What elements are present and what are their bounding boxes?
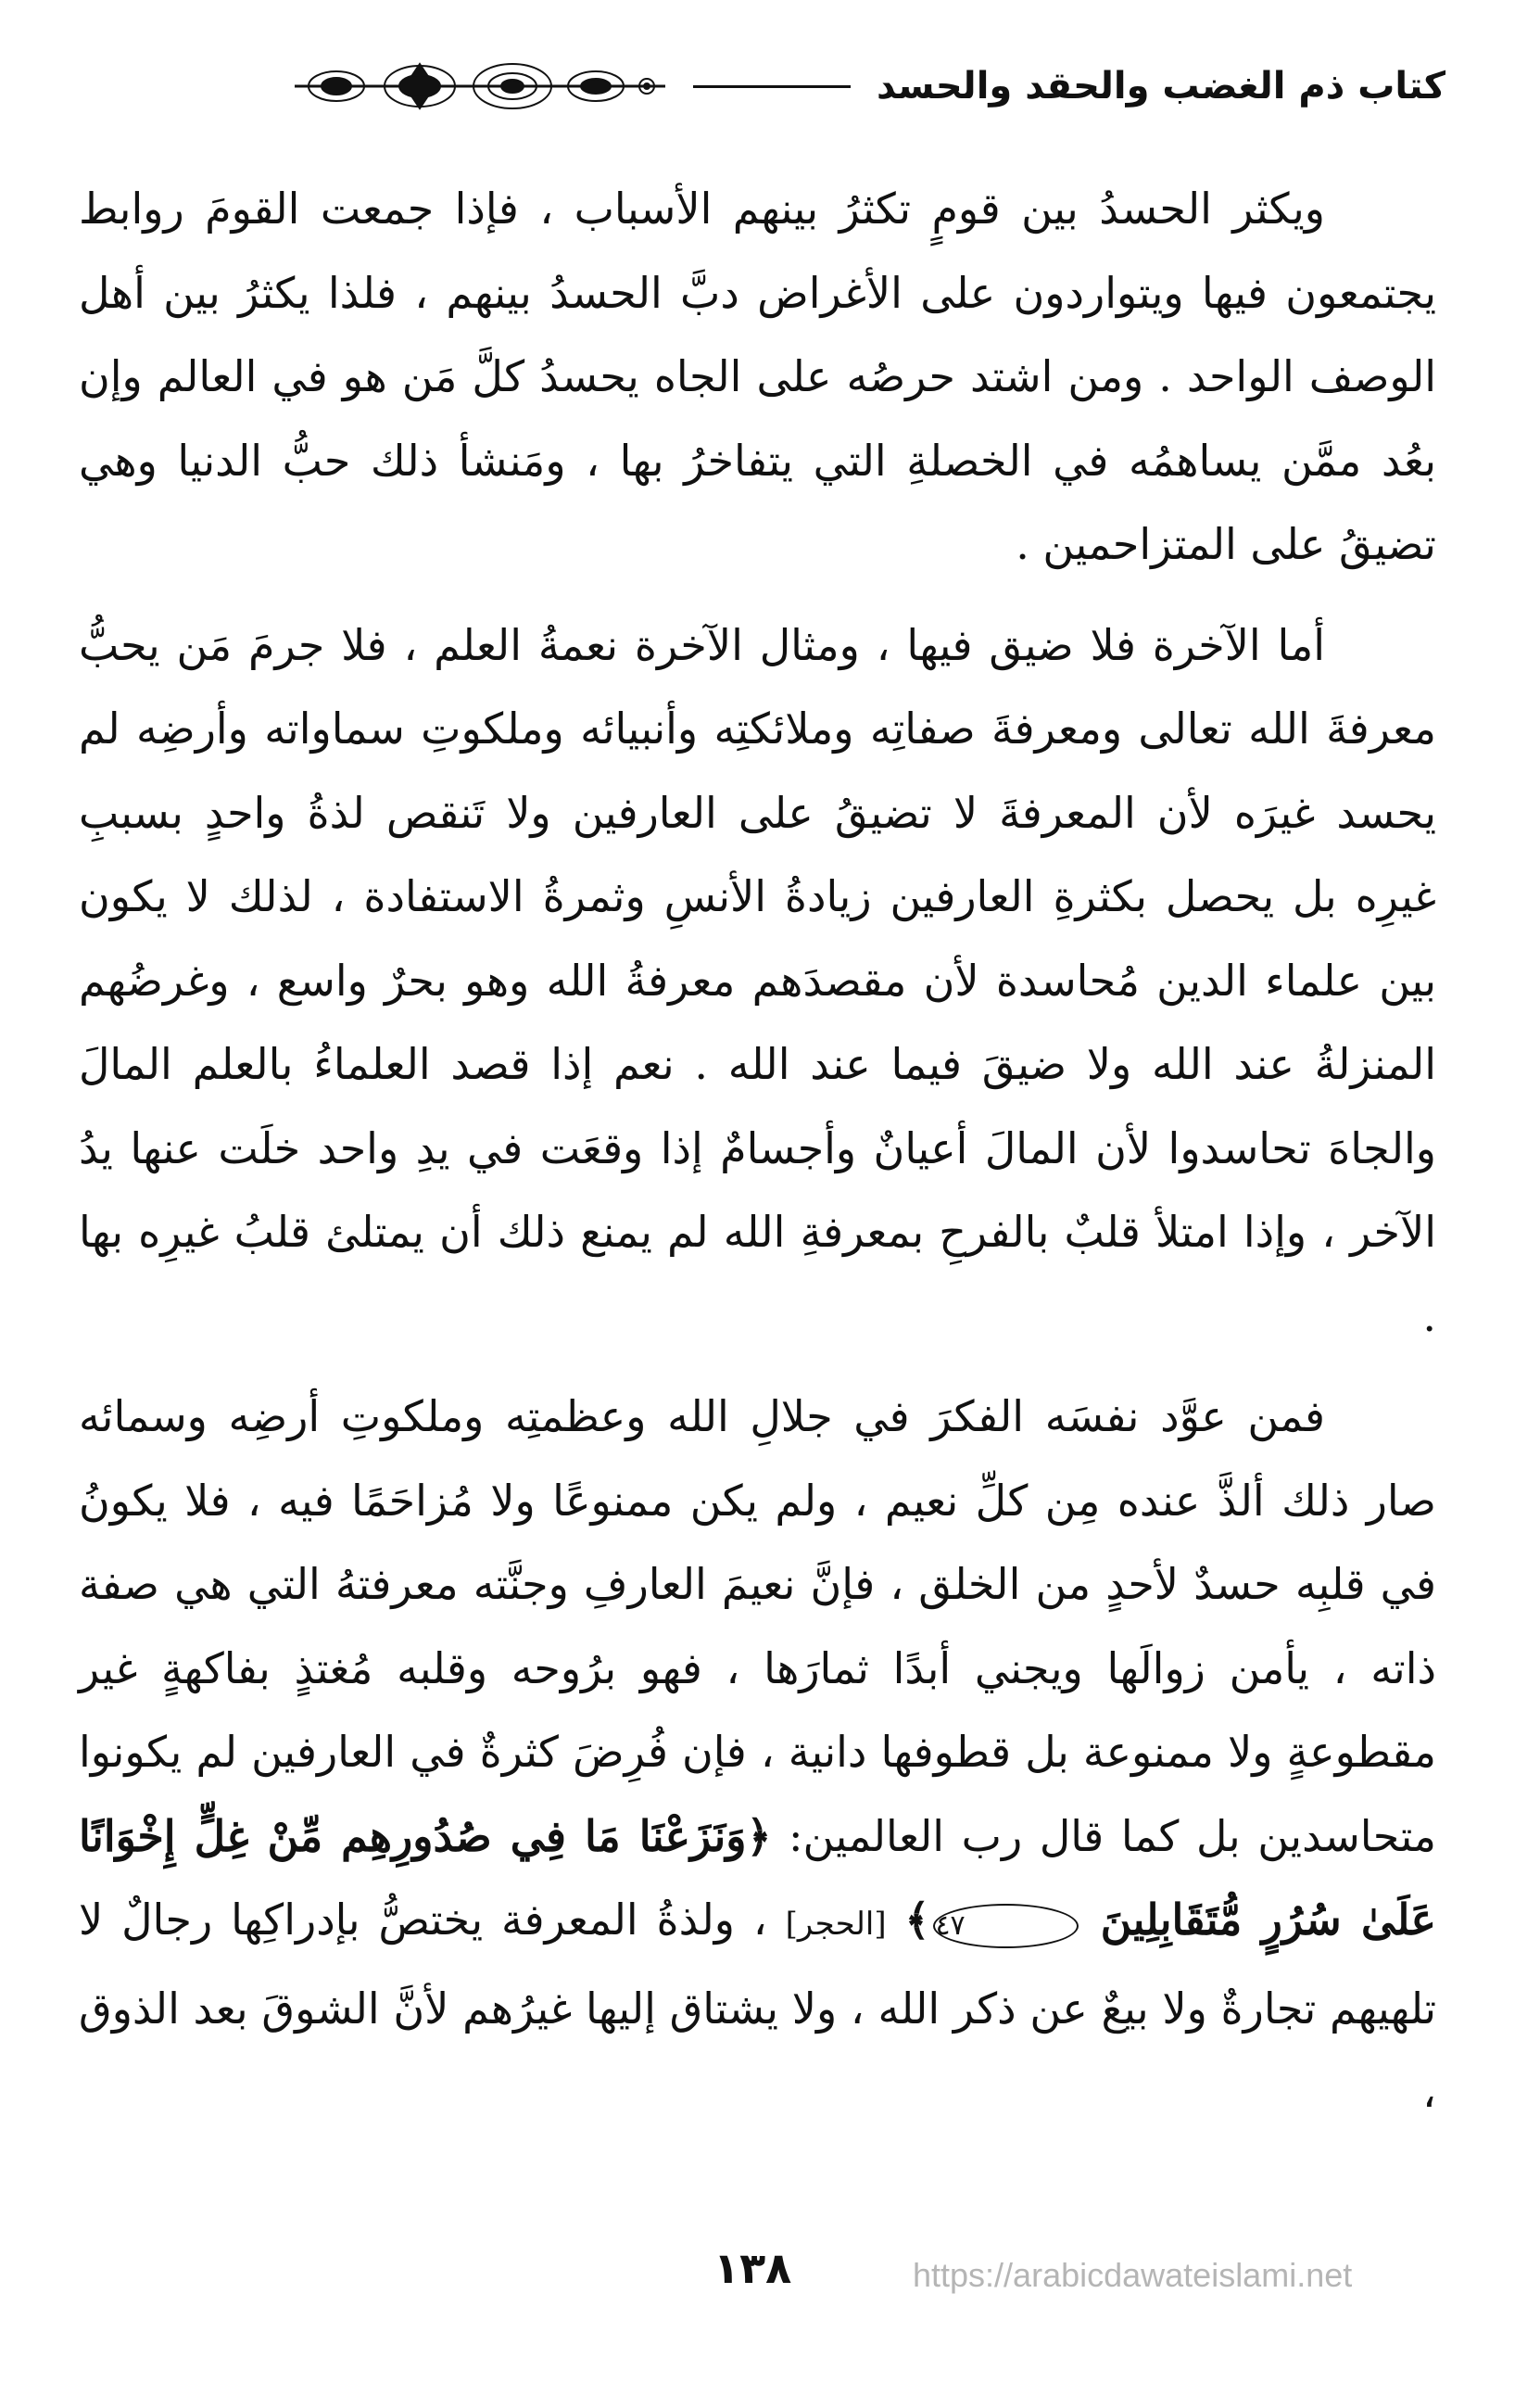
header-divider-line <box>693 85 851 88</box>
paragraph-1: ويكثر الحسدُ بين قومٍ تكثرُ بينهم الأسباب ، فإذا جمعت القومَ روابط يجتمعون فيها ويتواردون على الأغراض دبَّ الحسدُ بينهم ، فلذا يكثرُ بين أهل الوصف الواحد . ومن اشتد حرصُه على الجاه يحسدُ كلَّ مَن هو في العالم وإن بعُد ممَّن يساهمُه في الخصلةِ التي يتفاخرُ بها ، ومَنشأ ذلك حبُّ الدنيا وهي تضيقُ على المتزاحمين . <box>79 184 1436 569</box>
book-title: كتاب ذم الغضب والحقد والحسد <box>877 65 1445 108</box>
quran-close-bracket: ﴾ <box>904 1894 930 1945</box>
surah-reference: [الحجر] <box>785 1906 887 1943</box>
watermark-url: https://arabicdawateislami.net <box>913 2256 1353 2294</box>
page-header <box>74 54 1445 119</box>
paragraph-3-outro: ، ولذةُ المعرفة يختصُّ بإدراكِها رجالٌ لا تلهيهم تجارةٌ ولا بيعٌ عن ذكر الله ، ولا يشتاق إليها غيرُهم لأنَّ الشوقَ بعد الذوق ، <box>79 1894 1436 2117</box>
page-footer <box>0 2243 1540 2317</box>
paragraph-2: أما الآخرة فلا ضيق فيها ، ومثال الآخرة نعمةُ العلم ، فلا جرمَ مَن يحبُّ معرفةَ الله تعالى ومعرفةَ صفاتِه وملائكتِه وأنبيائه وملكوتِ سماواته وأرضِه لم يحسد غيرَه لأن المعرفةَ لا تضيقُ على العارفين ولا تَنقص لذةُ واحدٍ بسببِ غيرِه بل يحصل بكثرةِ العارفين زيادةُ الأنسِ وثمرةُ الاستفادة ، لذلك لا يكون بين علماء الدين مُحاسدة لأن مقصدَهم معرفةُ الله وهو بحرٌ واسع ، وغرضُهم المنزلةُ عند الله ولا ضيقَ فيما عند الله . نعم إذا قصد العلماءُ بالعلم المالَ والجاهَ تحاسدوا لأن المالَ أعيانٌ وأجسامٌ إذا وقعَت في يدِ واحد خلَت عنها يدُ الآخر ، وإذا امتلأ قلبٌ بالفرحِ بمعرفةِ الله لم يمنع ذلك أن يمتلئ قلبُ غيرِه بها . <box>79 619 1436 1341</box>
page-body <box>79 167 1436 2151</box>
quran-verse: ﴿وَنَزَعْنَا مَا فِي صُدُورِهِم مِّنْ غِلٍّ إِخْوَانًا عَلَىٰ سُرُرٍ مُّتَقَابِلِينَ <box>79 1810 1437 1945</box>
paragraph-3-intro: فمن عوَّد نفسَه الفكرَ في جلالِ الله وعظمتِه وملكوتِ أرضِه وسمائه صار ذلك ألذَّ عنده مِن كلِّ نعيم ، ولم يكن ممنوعًا ولا مُزاحَمًا فيه ، فلا يكونُ في قلبِه حسدٌ لأحدٍ من الخلق ، فإنَّ نعيمَ العارفِ وجنَّته معرفتهُ التي هي صفة ذاته ، يأمن زوالَها ويجني أبدًا ثمارَها ، فهو برُوحه وقلبه مُغتذٍ بفاكهةٍ غير مقطوعةٍ ولا ممنوعة بل قطوفها دانية ، فإن فُرِضَ كثرةٌ في العارفين لم يكونوا متحاسدين بل كما قال رب العالمين: <box>79 1391 1437 1861</box>
page-number: ١٣٨ <box>713 2243 792 2293</box>
floral-ornament-icon <box>295 54 665 119</box>
paragraph-3 <box>79 1375 1436 2135</box>
ayah-number-badge: ٤٧ <box>933 1904 1078 1948</box>
